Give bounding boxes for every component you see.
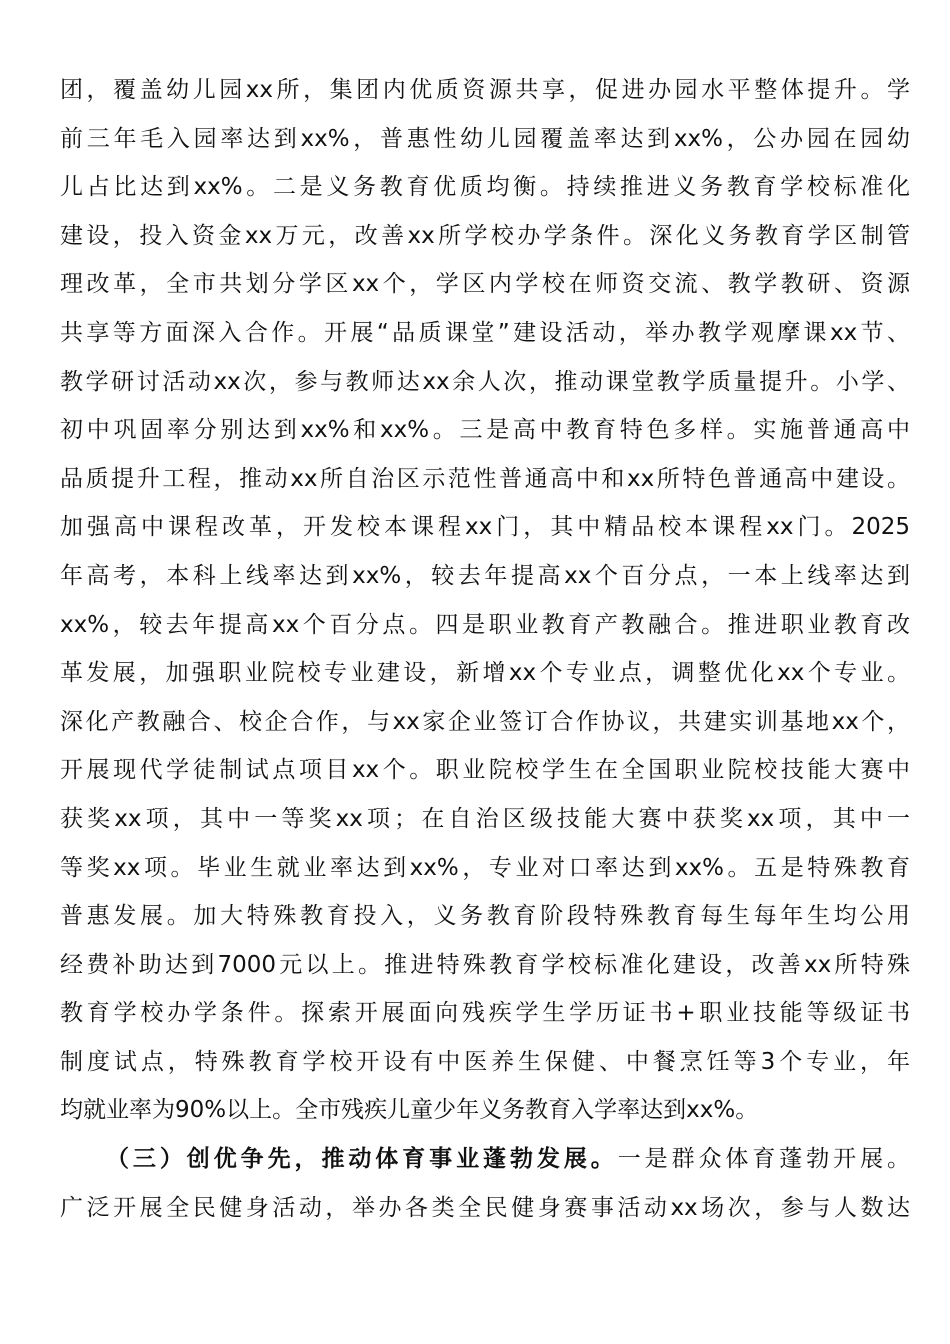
text-line: 普惠发展。加大特殊教育投入，义务教育阶段特殊教育每生每年生均公用 <box>60 903 910 930</box>
text-line: 深化产教融合、校企合作，与xx家企业签订合作协议，共建实训基地xx个， <box>60 708 910 735</box>
text-line: 开展现代学徒制试点项目xx个。职业院校学生在全国职业院校技能大赛中 <box>60 757 910 784</box>
text-line: 初中巩固率分别达到xx%和xx%。三是高中教育特色多样。实施普通高中 <box>60 417 910 444</box>
section-3-text: 一是群众体育蓬勃开展。 <box>617 1146 911 1173</box>
text-line: 理改革，全市共划分学区xx个，学区内学校在师资交流、教学教研、资源 <box>60 271 910 298</box>
text-line: 均就业率为90%以上。全市残疾儿童少年义务教育入学率达到xx%。 <box>60 1097 759 1124</box>
text-line: 等奖xx项。毕业生就业率达到xx%，专业对口率达到xx%。五是特殊教育 <box>60 854 910 881</box>
section-3-line <box>60 1135 910 1184</box>
text-line: 团，覆盖幼儿园xx所，集团内优质资源共享，促进办园水平整体提升。学 <box>60 77 910 103</box>
text-line: 共享等方面深入合作。开展“品质课堂”建设活动，举办教学观摩课xx节、 <box>60 319 910 346</box>
text-line: 儿占比达到xx%。二是义务教育优质均衡。持续推进义务教育学校标准化 <box>60 174 910 201</box>
text-line: 前三年毛入园率达到xx%，普惠性幼儿园覆盖率达到xx%，公办园在园幼 <box>60 125 910 152</box>
text-line: 年高考，本科上线率达到xx%，较去年提高xx个百分点，一本上线率达到 <box>60 562 910 589</box>
text-line: xx%，较去年提高xx个百分点。四是职业教育产教融合。推进职业教育改 <box>60 611 910 638</box>
text-line: 广泛开展全民健身活动，举办各类全民健身赛事活动xx场次，参与人数达 <box>60 1194 910 1221</box>
text-line: 制度试点，特殊教育学校开设有中医养生保健、中餐烹饪等3个专业，年 <box>60 1048 910 1075</box>
text-line: 经费补助达到7000元以上。推进特殊教育学校标准化建设，改善xx所特殊 <box>60 951 910 978</box>
text-line: 革发展，加强职业院校专业建设，新增xx个专业点，调整优化xx个专业。 <box>60 660 910 687</box>
text-line: 品质提升工程，推动xx所自治区示范性普通高中和xx所特色普通高中建设。 <box>60 465 910 492</box>
text-line: 教育学校办学条件。探索开展面向残疾学生学历证书+职业技能等级证书 <box>60 1000 910 1027</box>
section-3-heading: （三）创优争先，推动体育事业蓬勃发展。 <box>106 1146 618 1173</box>
body-text <box>60 66 910 1232</box>
text-line: 加强高中课程改革，开发校本课程xx门，其中精品校本课程xx门。2025 <box>60 514 910 541</box>
text-line: 建设，投入资金xx万元，改善xx所学校办学条件。深化义务教育学区制管 <box>60 222 910 249</box>
text-line: 教学研讨活动xx次，参与教师达xx余人次，推动课堂教学质量提升。小学、 <box>60 368 910 395</box>
text-line: 获奖xx项，其中一等奖xx项；在自治区级技能大赛中获奖xx项，其中一 <box>60 805 910 832</box>
